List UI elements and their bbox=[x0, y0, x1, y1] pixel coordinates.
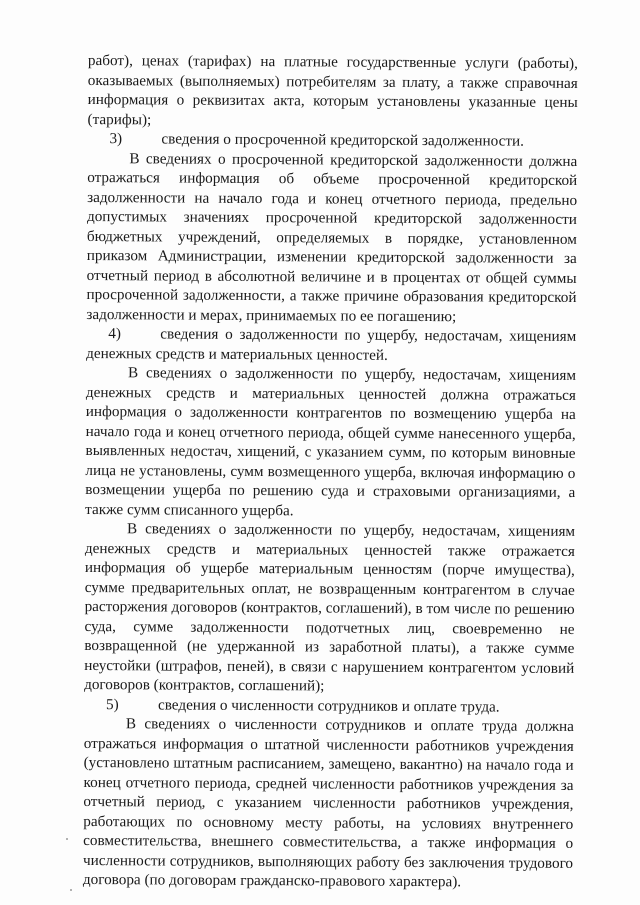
paragraph-overdue-debt: В сведениях о просроченной кредиторской задолженности должна отражаться информация об объеме просроченной кредиторской задолженности на начало года и конец отчетного периода, предельно допустимых значениях просроченной кредиторской задолженности бюджетных учреждений, определяемых в порядке, установленном приказом Администрации, изменении кредиторской задолженности за отчетный период в абсолютной величине и в процентах от общей суммы просроченной задолженности, а также причине образования кредиторской задолженности и мерах, принимаемых по ее погашению; bbox=[86, 149, 578, 325]
list-item-text: сведения о численности сотрудников и оплате труда. bbox=[157, 695, 500, 716]
list-item-number: 3) bbox=[109, 130, 123, 148]
list-item-text: сведения о задолженности по ущербу, недостачам, хищениям денежных средств и материальных ценностей. bbox=[86, 325, 577, 364]
paragraph-damage-debt-extra: В сведениях о задолженности по ущербу, недостачам, хищениям денежных средств и материальных ценностей также отражается информация об ущербе материальным ценностям (порче имущества), сумме предварительных оплат, не возвращенным контрагентом в случае расторжения договоров (контрактов, соглашений), в том числе по решению суда, сумме задолженности подотчетных лиц, своевременно не возвращенной (не удержанной из заработной платы), а также сумме неустойки (штрафов, пеней), в связи с нарушением контрагентом условий договоров (контрактов, соглашений); bbox=[84, 520, 576, 695]
list-item-4 bbox=[86, 324, 576, 366]
paragraph-damage-debt: В сведениях о задолженности по ущербу, недостачам, хищениям денежных средств и материальных ценностей должна отражаться информация о задолженности контрагентов по возмещению ущерба на начало года и конец отчетного периода, общей сумме нанесенного ущерба, выявленных недостач, хищений, с указанием сумм, по которым виновные лица не установлены, сумм возмещенного ущерба, включая информацию о возмещении ущерба по решению суда и страховыми организациями, а также сумм списанного ущерба. bbox=[85, 364, 577, 519]
list-item-number: 5) bbox=[105, 695, 119, 713]
list-item-text: сведения о просроченной кредиторской задолженности. bbox=[161, 130, 525, 150]
list-item-3 bbox=[87, 129, 577, 151]
scan-speck bbox=[70, 889, 72, 891]
list-item-number: 4) bbox=[108, 325, 121, 343]
scan-speck bbox=[66, 838, 68, 840]
paragraph-staff: В сведениях о численности сотрудников и оплате труда должна отражаться информация о штатной численности работников учреждения (установлено штатным расписанием, замещено, вакантно) на начало года и конец отчетного периода, средней численности работников учреждения за отчетный период, с указанием численности работников учреждения, работающих по основному месту работы, на условиях внутреннего совместительства, внешнего совместительства, а также информация о численности сотрудников, выполняющих работу без заключения трудового договора (по договорам гражданско-правового характера). bbox=[82, 715, 574, 891]
paragraph-continuation: работ), ценах (тарифах) на платные государственные услуги (работы), оказываемых (выполняемых) потребителям за плату, а также справочная информация о реквизитах акта, которым установлены указанные цены (тарифы); bbox=[87, 51, 578, 128]
document-body bbox=[83, 51, 578, 892]
